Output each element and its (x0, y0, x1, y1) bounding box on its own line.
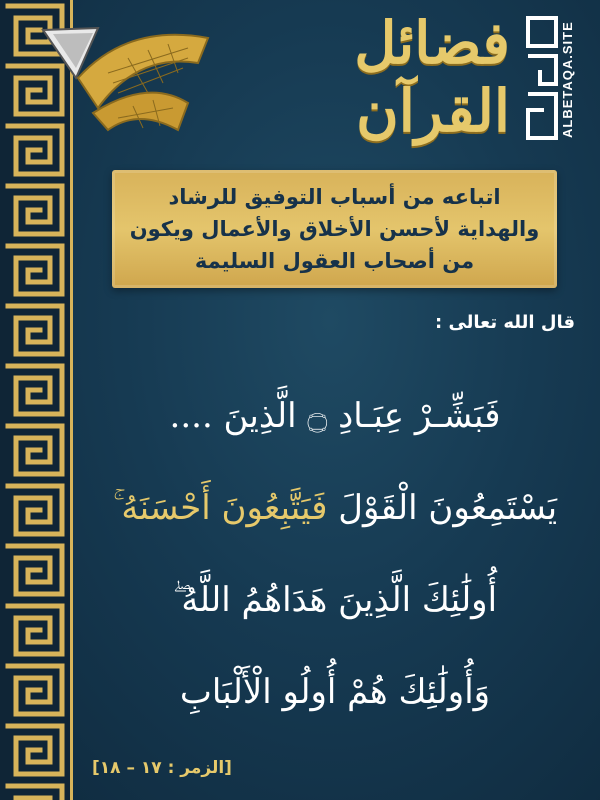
verse-line-1: فَبَشِّـرْ عِبَـادِ ۝ الَّذِينَ .... (169, 396, 501, 436)
quran-stand-icon (38, 18, 213, 133)
verse-line-3: أُولَٰئِكَ الَّذِينَ هَدَاهُمُ اللَّهُ ۖ (172, 580, 498, 620)
verse-reference: [الزمر : ١٧ – ١٨] (92, 758, 232, 778)
verse-line-4: وَأُولَٰئِكَ هُمْ أُولُو الْأَلْبَابِ (179, 672, 491, 712)
page-title: فضائل القرآن (354, 8, 510, 145)
highlight-line: والهداية لأحسن الأخلاق والأعمال ويكون (129, 217, 540, 241)
highlight-line: اتباعه من أسباب التوفيق للرشاد (168, 185, 501, 209)
highlight-line: من أصحاب العقول السليمة (194, 249, 475, 273)
verse-line-2 (95, 462, 575, 554)
highlight-box (112, 170, 557, 288)
quran-verse (95, 370, 575, 738)
verse-line-2-part-gold: فَيَتَّبِعُونَ أَحْسَنَهُ ۚ (112, 488, 328, 528)
verse-line-2-part-white: يَسْتَمِعُونَ الْقَوْلَ (327, 488, 558, 528)
brand-name: ALBETAQA.SITE (560, 21, 575, 139)
verse-intro: قال الله تعالى : (434, 312, 575, 333)
